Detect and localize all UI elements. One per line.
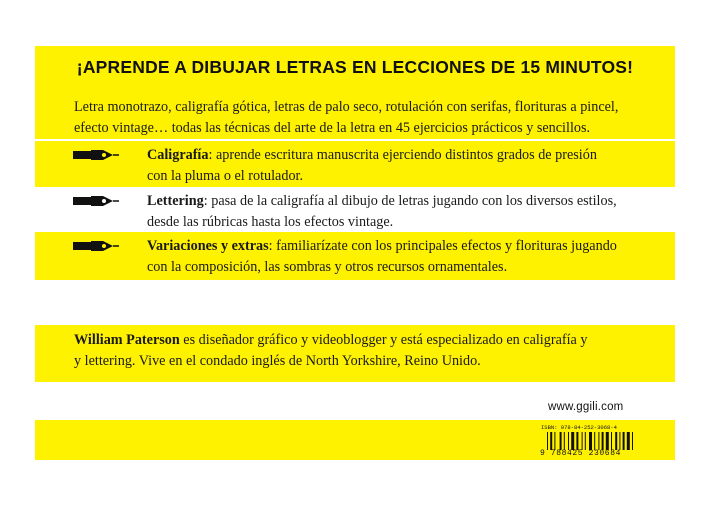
feature-calligraphy: [35, 141, 675, 187]
author-bio: [35, 325, 675, 382]
feature-desc-1: : familiarízate con los principales efectos y florituras jugando: [268, 238, 617, 254]
bio-line-1: es diseñador gráfico y videoblogger y está especializado en caligrafía y: [179, 332, 588, 348]
isbn-barcode: [539, 424, 664, 458]
intro-line-2: efecto vintage… todas las técnicas del arte de la letra en 45 ejercicios prácticos y sencillos.: [74, 120, 591, 136]
feature-desc-1: : aprende escritura manuscrita ejerciendo distintos grados de presión: [208, 147, 597, 163]
bio-line-2: y lettering. Vive en el condado inglés de North Yorkshire, Reino Unido.: [74, 352, 481, 369]
feature-desc-1: : pasa de la caligrafía al dibujo de letras jugando con los diversos estilos,: [203, 193, 617, 209]
barcode-digits: 9 788425 230684: [540, 449, 622, 458]
barcode-bars: [547, 432, 659, 450]
publisher-website: www.ggili.com: [548, 401, 624, 413]
feature-variations-text: [147, 236, 665, 277]
feature-calligraphy-text: [147, 145, 665, 186]
feature-lettering-text: [147, 191, 665, 232]
feature-desc-2: desde las rúbricas hasta los efectos vintage.: [147, 213, 394, 230]
author-name: William Paterson: [74, 332, 180, 348]
feature-title: Lettering: [147, 193, 204, 209]
feature-lettering: [35, 187, 675, 231]
pen-nib-icon: [73, 239, 135, 253]
intro-line-1: Letra monotrazo, caligrafía gótica, letras de palo seco, rotulación con serifas, florituras a pincel,: [74, 99, 619, 115]
feature-desc-2: con la pluma o el rotulador.: [147, 167, 304, 184]
pen-nib-icon: [73, 194, 135, 208]
feature-title: Variaciones y extras: [147, 238, 269, 254]
headline-band: [35, 46, 675, 89]
isbn-label: ISBN: 978-84-252-3068-4: [541, 424, 617, 431]
feature-desc-2: con la composición, las sombras y otros recursos ornamentales.: [147, 258, 508, 275]
feature-variations: [35, 232, 675, 280]
headline-text: ¡APRENDE A DIBUJAR LETRAS EN LECCIONES DE 15 MINUTOS!: [76, 57, 634, 77]
feature-title: Caligrafía: [147, 147, 209, 163]
intro-paragraph: [74, 97, 674, 139]
pen-nib-icon: [73, 148, 135, 162]
